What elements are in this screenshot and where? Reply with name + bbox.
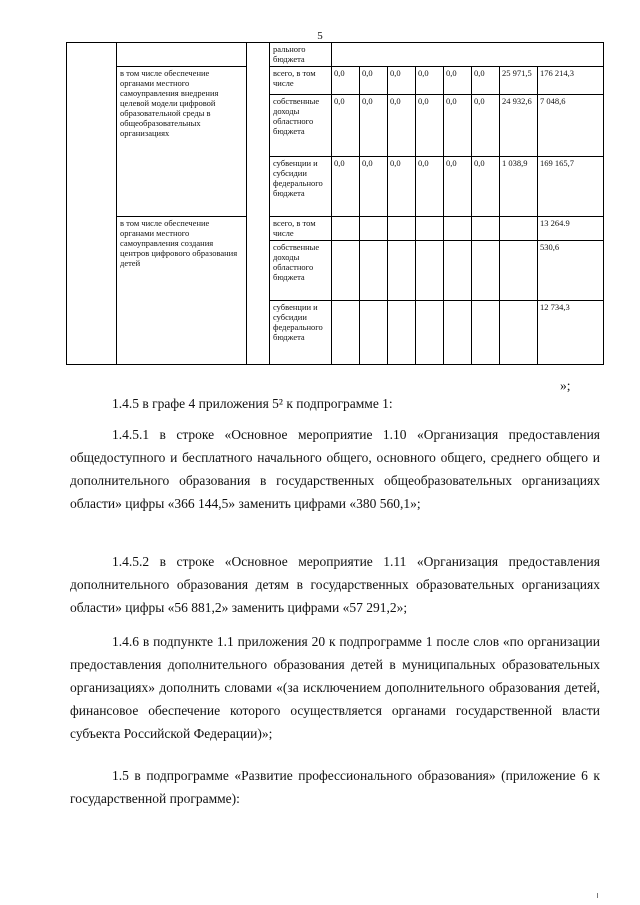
table-cell-source: субвенции и субсидии федерального бюджета bbox=[270, 301, 332, 365]
table-cell-value bbox=[360, 217, 388, 241]
table-cell-value bbox=[444, 217, 472, 241]
scan-mark bbox=[597, 893, 598, 898]
paragraph-1-4-6: 1.4.6 в подпункте 1.1 приложения 20 к подпрограмме 1 после слов «по организации предоставления дополнительного образования детей в муниципальных образовательных организациях» дополнить словами «(за исключением дополнительного образования детей, финансовое обеспечение которого осуществляется органами государственной власти субъекта Российской Федерации)»; bbox=[70, 634, 600, 741]
table-cell-value bbox=[472, 301, 500, 365]
table-cell-source: собственные доходы областного бюджета bbox=[270, 241, 332, 301]
table-cell-value bbox=[500, 241, 538, 301]
budget-table bbox=[66, 42, 604, 365]
table-cell-value bbox=[332, 301, 360, 365]
table-cell-value bbox=[444, 301, 472, 365]
page-number: 5 bbox=[317, 30, 323, 42]
table-cell-value bbox=[332, 217, 360, 241]
table-cell-value: 25 971,5 bbox=[500, 67, 538, 95]
table-cell-value: 0,0 bbox=[472, 157, 500, 217]
table-cell-value: 0,0 bbox=[388, 67, 416, 95]
table-cell-description bbox=[117, 43, 247, 67]
table-cell-value: 530,6 bbox=[538, 241, 604, 301]
table-cell-value: 0,0 bbox=[388, 157, 416, 217]
table-cell-value: 0,0 bbox=[360, 95, 388, 157]
table-cell-value: 0,0 bbox=[416, 95, 444, 157]
table-cell-value bbox=[360, 241, 388, 301]
table-cell-value bbox=[472, 217, 500, 241]
table-cell-left bbox=[67, 43, 117, 365]
table-cell-value bbox=[388, 217, 416, 241]
table-cell-description: в том числе обеспечение органами местного самоуправления создания центров цифрового образования детей bbox=[117, 217, 247, 365]
table-row bbox=[67, 67, 604, 95]
table-closing-quote: »; bbox=[560, 378, 571, 393]
table-cell-source: всего, в том числе bbox=[270, 217, 332, 241]
table-cell-value bbox=[388, 301, 416, 365]
table-cell-value: 12 734,3 bbox=[538, 301, 604, 365]
table-cell-value bbox=[388, 241, 416, 301]
paragraph-1-4-5-2: 1.4.5.2 в строке «Основное мероприятие 1.11 «Организация предоставления дополнительного образования детям в государственных образовательных организациях области» цифры «56 881,2» заменить цифрами «57 291,2»; bbox=[70, 554, 600, 615]
table-cell-value: 0,0 bbox=[444, 157, 472, 217]
table-cell-value bbox=[416, 301, 444, 365]
table-cell-value bbox=[500, 217, 538, 241]
table-cell-value bbox=[416, 241, 444, 301]
paragraph-1-5: 1.5 в подпрограмме «Развитие профессионального образования» (приложение 6 к государственной программе): bbox=[70, 768, 600, 806]
table-cell-value: 1 038,9 bbox=[500, 157, 538, 217]
table-cell-value: 0,0 bbox=[332, 95, 360, 157]
table-cell-value: 0,0 bbox=[472, 67, 500, 95]
table-cell-value bbox=[360, 301, 388, 365]
table-cell-value: 13 264.9 bbox=[538, 217, 604, 241]
table-cell-value: 0,0 bbox=[472, 95, 500, 157]
table-cell-value: 0,0 bbox=[444, 95, 472, 157]
table-cell-value: 0,0 bbox=[444, 67, 472, 95]
paragraph-1-4-5-1: 1.4.5.1 в строке «Основное мероприятие 1.10 «Организация предоставления общедоступного и бесплатного начального общего, основного общего, среднего общего и дополнительного образования в государственных общеобразовательных организациях области» цифры «366 144,5» заменить цифрами «380 560,1»; bbox=[70, 427, 600, 511]
table-cell-value bbox=[444, 241, 472, 301]
table-cell-value: 0,0 bbox=[360, 157, 388, 217]
table-cell-source: собственные доходы областного бюджета bbox=[270, 95, 332, 157]
table-cell-value: 0,0 bbox=[416, 67, 444, 95]
table-cell-value: 169 165,7 bbox=[538, 157, 604, 217]
table-cell-value bbox=[500, 301, 538, 365]
table-cell-value bbox=[472, 241, 500, 301]
table-row bbox=[67, 43, 604, 67]
table-cell-source: субвенции и субсидии федерального бюджета bbox=[270, 157, 332, 217]
table-cell-narrow bbox=[247, 43, 270, 365]
table-cell-value: 0,0 bbox=[332, 67, 360, 95]
table-cell-value: 0,0 bbox=[388, 95, 416, 157]
table-cell-value bbox=[332, 241, 360, 301]
table-cell-value: 0,0 bbox=[332, 157, 360, 217]
table-row bbox=[67, 217, 604, 241]
table-cell-source: всего, в том числе bbox=[270, 67, 332, 95]
table-cell-value: 0,0 bbox=[360, 67, 388, 95]
paragraph-1-4-5: 1.4.5 в графе 4 приложения 5² к подпрограмме 1: bbox=[112, 396, 393, 411]
table-cell-description: в том числе обеспечение органами местного самоуправления внедрения целевой модели цифровой образовательной среды в общеобразовательных организациях bbox=[117, 67, 247, 217]
table-cell-value: 176 214,3 bbox=[538, 67, 604, 95]
table-cell-value bbox=[416, 217, 444, 241]
table-cell-values bbox=[332, 43, 604, 67]
table-cell-value: 7 048,6 bbox=[538, 95, 604, 157]
table-cell-value: 24 932,6 bbox=[500, 95, 538, 157]
table-cell-source: рального бюджета bbox=[270, 43, 332, 67]
table-cell-value: 0,0 bbox=[416, 157, 444, 217]
